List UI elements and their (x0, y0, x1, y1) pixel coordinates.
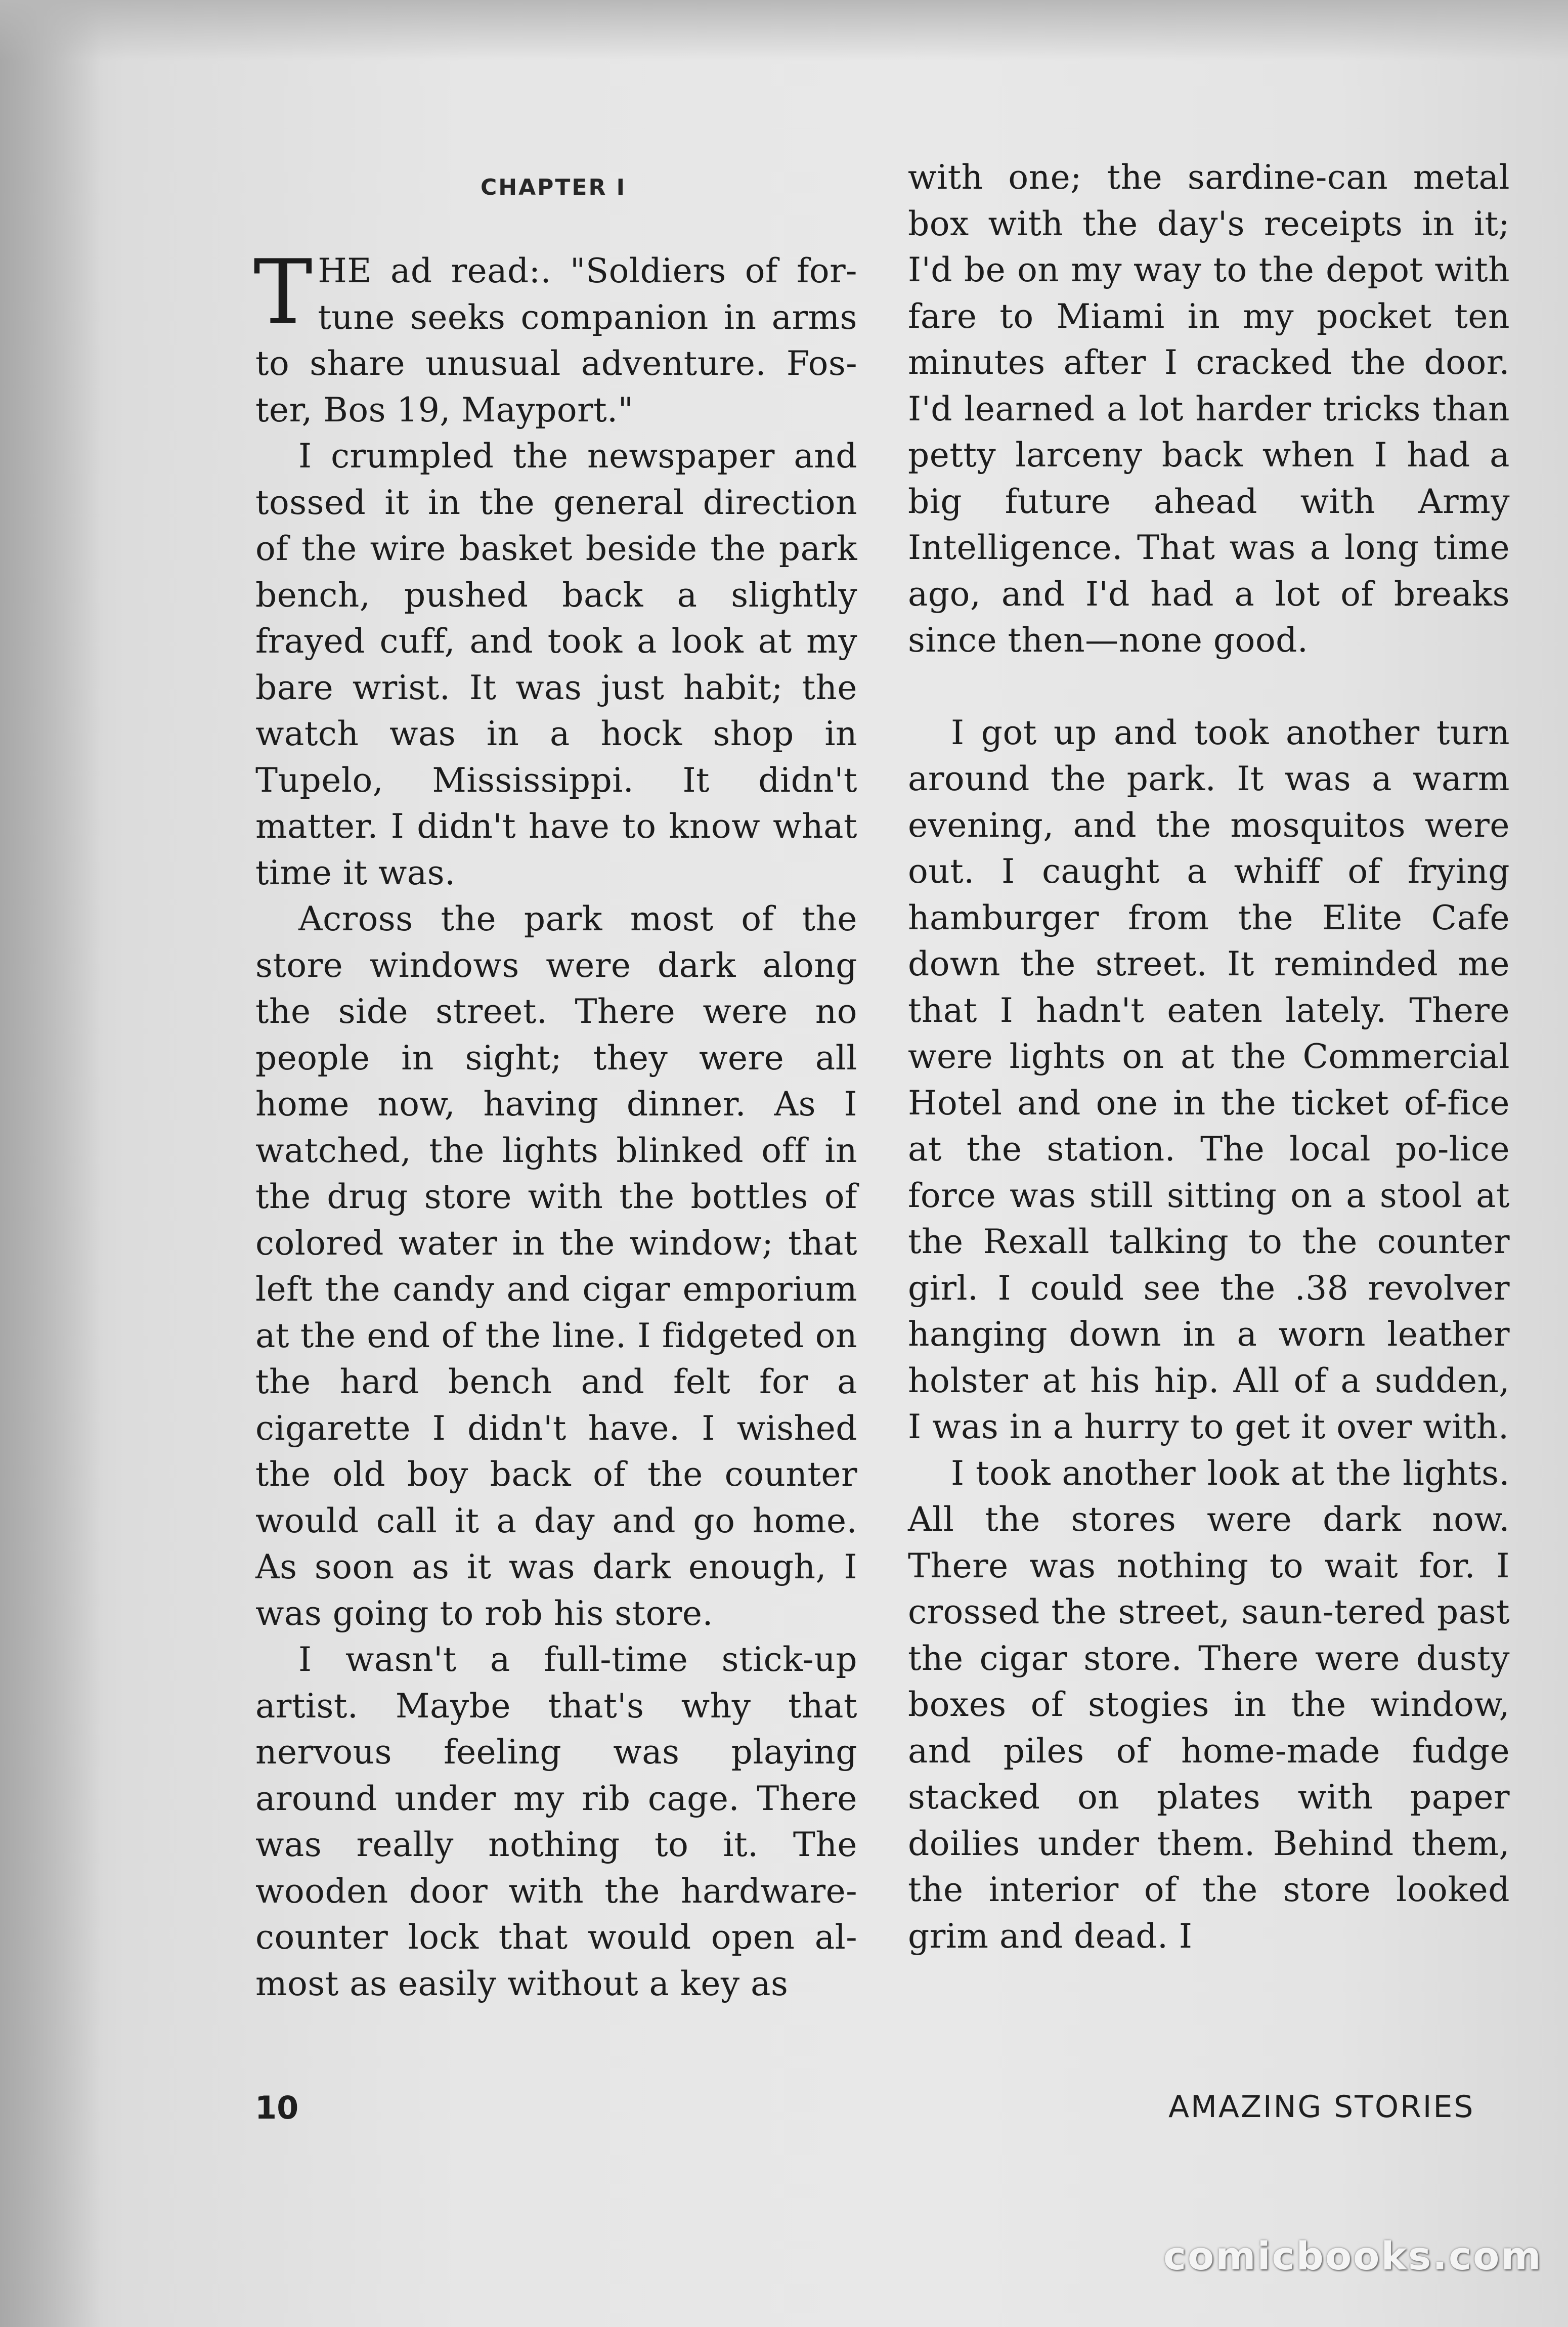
paragraph: I took another look at the lights. All the stores were dark now. There was nothing to wait for. I crossed the street, saun-tered past the cigar store. There were dusty boxes of stogies in the window, and piles of home-made fudge stacked on plates with paper doilies under them. Behind them, the interior of the store looked grim and dead. I (908, 1453, 1510, 1956)
paragraph: I crumpled the newspaper and tossed it in the general direction of the wire basket beside the park bench, pushed back a slightly frayed cuff, and took a look at my bare wrist. It was just habit; the watch was in a hock shop in Tupelo, Mississippi. It didn't matter. I didn't have to know what time it was. (255, 437, 857, 892)
first-line-text: HE ad read:. "Soldiers of for- (318, 251, 857, 290)
paragraph: with one; the sardine-can metal box with the day's receipts in it; I'd be on my way to the depot with fare to Miami in my pocket ten minutes after I cracked the door. I'd learned a lot harder tricks than petty larceny back when I had a big future ahead with Army Intelligence. That was a long time ago, and I'd had a lot of breaks since then—none good. (908, 158, 1510, 660)
running-title: AMAZING STORIES (1168, 2089, 1475, 2125)
chapter-heading: CHAPTER I (481, 175, 627, 200)
paragraph: I got up and took another turn around the park. It was a warm evening, and the mosquitos were out. I caught a whiff of frying hamburger from the Elite Cafe down the street. It reminded me that I hadn't eaten lately. There were lights on at the Commercial Hotel and one in the ticket of-fice at the station. The local po-lice force was still sitting on a stool at the Rexall talking to the counter girl. I could see the .38 revolver hanging down in a worn leather holster at his hip. All of a sudden, I was in a hurry to get it over with. (908, 713, 1510, 1446)
watermark-logo: comicbooks.com (1163, 2233, 1543, 2278)
paragraph: I wasn't a full-time stick-up artist. Maybe that's why that nervous feeling was playing around under my rib cage. There was really nothing to it. The wooden door with the hardware-counter lock that would open al-most as easily without a key as (255, 1640, 857, 2003)
page-top-shadow (0, 0, 1568, 61)
paragraph (253, 241, 857, 433)
right-text-column (908, 154, 1510, 1959)
left-text-column (253, 241, 857, 2007)
drop-cap: T (253, 241, 313, 344)
paragraph: Across the park most of the store windows were dark along the side street. There were no people in sight; they were all home now, having dinner. As I watched, the lights blinked off in the drug store with the bottles of colored water in the window; that left the candy and cigar emporium at the end of the line. I fidgeted on the hard bench and felt for a cigarette I didn't have. I wished the old boy back of the counter would call it a day and go home. As soon as it was dark enough, I was going to rob his store. (255, 899, 857, 1633)
page-number: 10 (255, 2089, 299, 2126)
paragraph-text: tune seeks companion in arms to share unusual adventure. Fos-ter, Bos 19, Mayport." (255, 297, 857, 429)
page-edge-shadow (0, 0, 101, 2327)
